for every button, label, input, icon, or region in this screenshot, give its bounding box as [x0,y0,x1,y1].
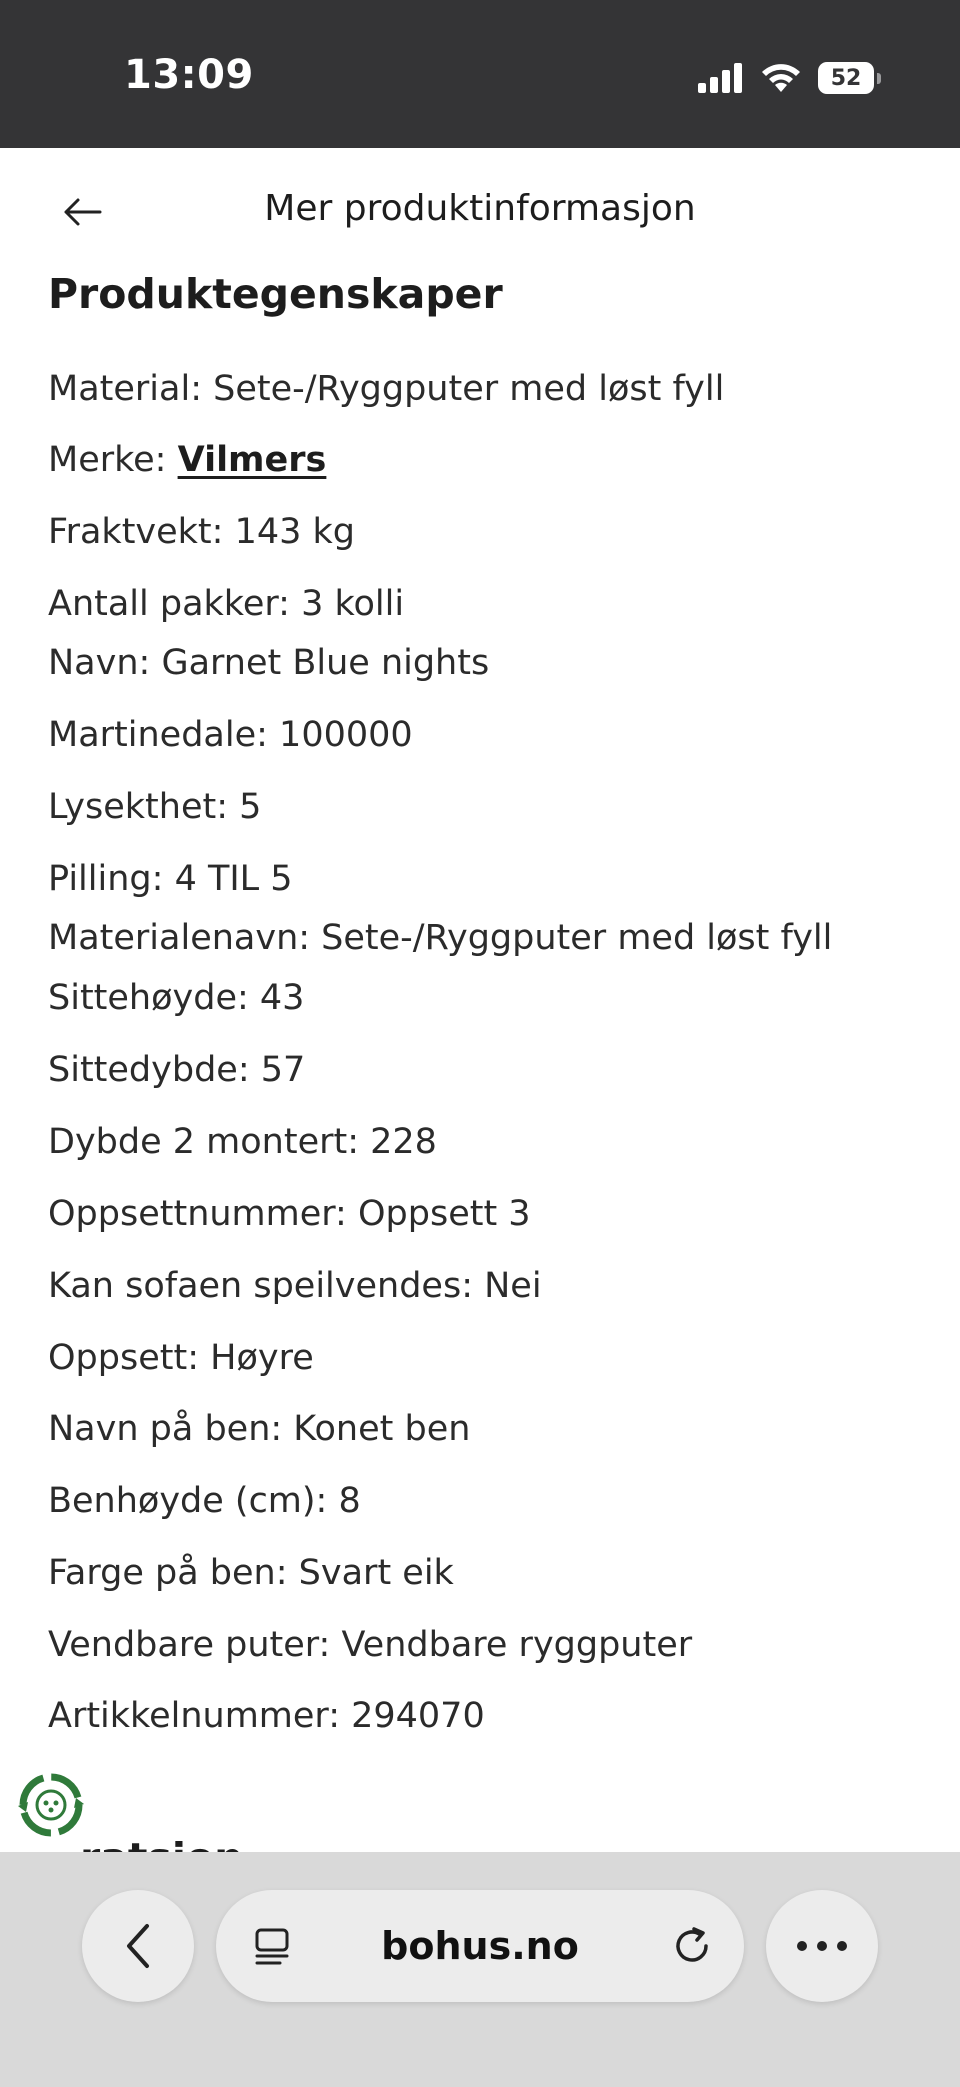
browser-back-icon [123,1922,153,1970]
property-mirrorable: Kan sofaen speilvendes: Nei [48,1266,542,1306]
section-title: Produktegenskaper [48,270,503,318]
page-title: Mer produktinformasjon [264,188,696,229]
more-icon [796,1940,848,1952]
property-pilling: Pilling: 4 TIL 5 [48,859,293,899]
more-options-button[interactable] [766,1890,878,2002]
recycle-badge-icon[interactable] [14,1768,88,1842]
property-shipping-weight: Fraktvekt: 143 kg [48,512,355,552]
signal-icon [698,63,744,93]
status-bar [0,0,960,148]
status-icons [698,58,874,98]
property-leg-name: Navn på ben: Konet ben [48,1409,471,1449]
property-name: Navn: Garnet Blue nights [48,643,490,683]
address-bar[interactable] [216,1890,744,2002]
brand-link[interactable]: Vilmers [177,440,327,480]
property-seat-depth: Sittedybde: 57 [48,1050,306,1090]
property-article-number: Artikkelnummer: 294070 [48,1696,485,1736]
wifi-icon [760,62,802,94]
property-material-name: Materialenavn: Sete-/Ryggputer med løst fyll [48,918,833,958]
property-leg-height: Benhøyde (cm): 8 [48,1481,361,1521]
browser-toolbar [0,1852,960,2087]
property-lightfastness: Lysekthet: 5 [48,787,262,827]
reload-icon[interactable] [670,1924,714,1968]
property-material: Material: Sete-/Ryggputer med løst fyll [48,369,725,409]
property-brand: Merke: Vilmers [48,440,327,480]
property-setup-number: Oppsettnummer: Oppsett 3 [48,1194,531,1234]
property-leg-color: Farge på ben: Svart eik [48,1553,454,1593]
property-package-count: Antall pakker: 3 kolli [48,584,405,624]
property-seat-height: Sittehøyde: 43 [48,978,305,1018]
browser-back-button[interactable] [82,1890,194,2002]
status-time: 13:09 [124,52,254,98]
battery-icon: 52 [818,62,874,94]
page-header [0,148,960,276]
property-martindale: Martinedale: 100000 [48,715,413,755]
property-reversible-cushions: Vendbare puter: Vendbare ryggputer [48,1625,693,1665]
url-text: bohus.no [381,1924,579,1968]
property-setup: Oppsett: Høyre [48,1338,314,1378]
property-depth-2-mounted: Dybde 2 montert: 228 [48,1122,437,1162]
